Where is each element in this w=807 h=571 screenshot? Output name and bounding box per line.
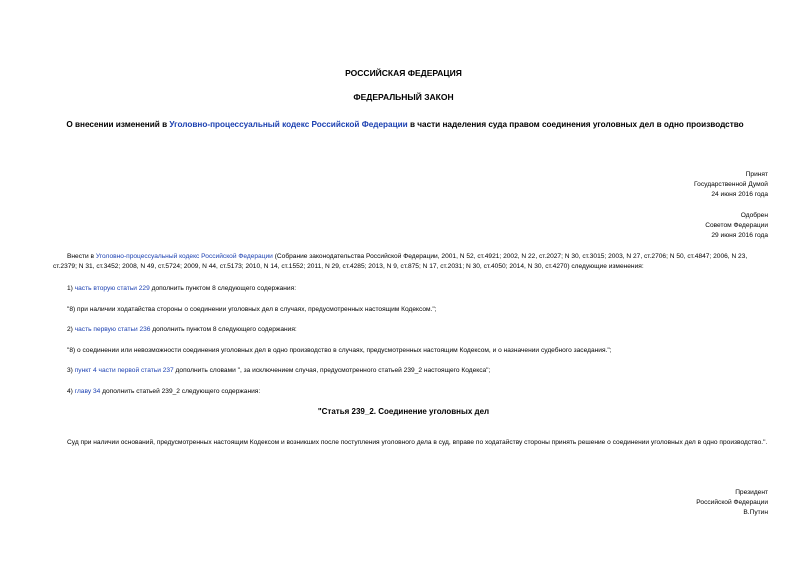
item-4	[53, 387, 769, 397]
item-2-text: дополнить пунктом 8 следующего содержания:	[150, 326, 297, 333]
adopted-body: Государственной Думой	[694, 181, 768, 188]
item-4-number: 4)	[67, 388, 75, 395]
law-title-code-link[interactable]: Уголовно-процессуальный кодекс Российской Федерации	[169, 120, 408, 129]
item-3-number: 3)	[67, 367, 75, 374]
item-3-text: дополнить словами ", за исключением случая, предусмотренного статьей 239_2 настоящего Кодекса";	[173, 367, 491, 374]
item-2-link[interactable]: часть первую статьи 236	[74, 326, 151, 333]
item-3-link[interactable]: пункт 4 части первой статьи 237	[74, 367, 174, 374]
country-heading: РОССИЙСКАЯ ФЕДЕРАЦИЯ	[345, 68, 462, 78]
item-1-quote: "8) при наличии ходатайства стороны о соединении уголовных дел в случаях, предусмотренных настоящим Кодексом.";	[67, 306, 437, 313]
item-1-number: 1)	[67, 285, 75, 292]
approved-date: 29 июня 2016 года	[711, 232, 768, 239]
item-1-text: дополнить пунктом 8 следующего содержания:	[149, 285, 297, 292]
item-3	[53, 366, 769, 376]
intro-prefix: Внести в	[67, 253, 96, 260]
law-title	[60, 119, 750, 131]
intro-paragraph	[53, 252, 769, 273]
signature-name: В.Путин	[743, 509, 768, 516]
approved-block	[705, 211, 768, 241]
item-2-number: 2)	[67, 326, 75, 333]
article-title: "Статья 239_2. Соединение уголовных дел	[317, 407, 490, 416]
approved-body: Советом Федерации	[705, 222, 768, 229]
signature-country: Российской Федерации	[696, 499, 768, 506]
item-2-quote: "8) о соединении или невозможности соединения уголовных дел в одно производство в случаях, предусмотренных настоящим Кодексом, и о назначении судебного заседания.";	[67, 347, 612, 354]
item-4-link[interactable]: главу 34	[74, 388, 101, 395]
item-2	[53, 325, 769, 335]
signature-title: Президент	[735, 489, 768, 496]
adopted-date: 24 июня 2016 года	[711, 191, 768, 198]
item-1	[53, 284, 769, 294]
adopted-label: Принят	[745, 171, 768, 178]
intro-suffix: (Собрание законодательства Российской Федерации, 2001, N 52, ст.4921; 2002, N 22, ст.2027; N 30, ст.3015; 2003, N 27, ст.2706; N 50, ст.4847; 2006, N 23, ст.2379; N 31, ст.3452; 2008, N 49, ст.5724; 2009, N 44, ст.5173; 2010, N 14, ст.1552; 2011, N 29, ст.4285; 2013, N 9, ст.875; N 17, ст.2031; N 30, ст.4050; 2014, N 30, ст.4270) следующие изменения:	[53, 253, 748, 271]
doc-type-heading: ФЕДЕРАЛЬНЫЙ ЗАКОН	[353, 92, 454, 102]
approved-label: Одобрен	[740, 212, 768, 219]
item-4-text: дополнить статьей 239_2 следующего содержания:	[100, 388, 261, 395]
article-text: Суд при наличии оснований, предусмотренных настоящим Кодексом и возникших после поступления уголовного дела в суд, вправе по ходатайству стороны принять решение о соединении уголовных дел в одно производство.".	[67, 439, 768, 446]
signature-block	[696, 488, 768, 518]
law-title-prefix: О внесении изменений в	[66, 120, 170, 129]
intro-code-link[interactable]: Уголовно-процессуальный кодекс Российской Федерации	[95, 253, 273, 260]
item-1-link[interactable]: часть вторую статьи 229	[74, 285, 150, 292]
adopted-block	[694, 170, 768, 200]
law-title-suffix: в части наделения суда правом соединения уголовных дел в одно производство	[407, 120, 744, 129]
